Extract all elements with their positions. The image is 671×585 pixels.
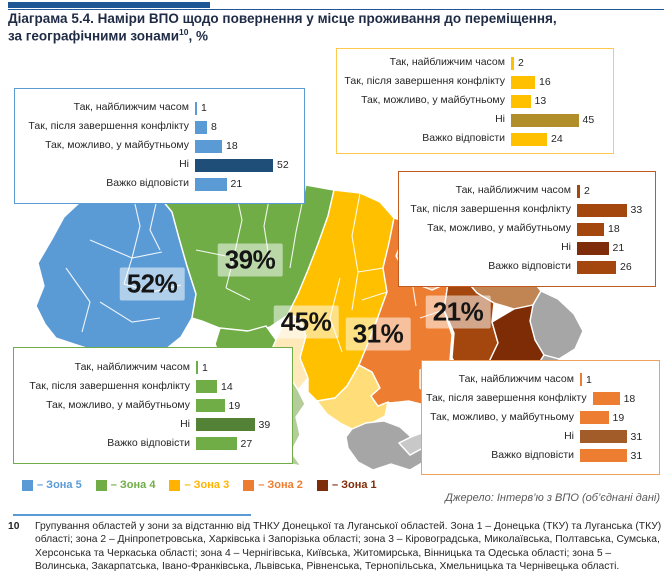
zone5-bar-panel <box>14 88 305 204</box>
bar-value: 1 <box>201 102 207 114</box>
legend-swatch <box>317 480 328 491</box>
bar-value: 8 <box>211 121 217 133</box>
bar-label: Важко відповісти <box>491 448 574 461</box>
bar <box>195 102 197 115</box>
zone3-bar-panel <box>336 48 614 154</box>
bar <box>195 159 273 172</box>
bar <box>577 223 604 236</box>
bar <box>511 133 547 146</box>
bar <box>577 261 616 274</box>
map-label-zone1-pct: 21% <box>426 296 491 329</box>
title-line1: Діаграма 5.4. Наміри ВПО щодо повернення у місце проживання до переміщення, <box>8 11 557 26</box>
bar-label: Ні <box>564 429 574 442</box>
bar-row <box>18 418 288 431</box>
footnote-number: 10 <box>8 521 20 532</box>
legend-item-z3 <box>169 479 229 491</box>
zone1-bar-panel <box>398 171 656 287</box>
legend-swatch <box>22 480 33 491</box>
bar-value: 26 <box>620 261 632 273</box>
bar-label: Так, після завершення конфлікту <box>29 379 190 392</box>
bar-row <box>19 178 300 191</box>
bar-value: 21 <box>230 178 243 190</box>
bar <box>511 114 579 127</box>
bar-value: 2 <box>518 57 524 69</box>
bar-label: Так, можливо, у майбутньому <box>430 410 574 423</box>
bar <box>580 449 627 462</box>
bar-value: 18 <box>226 140 238 152</box>
legend-swatch <box>96 480 107 491</box>
legend-item-z5 <box>22 479 82 491</box>
zone4-bar-panel <box>13 347 293 464</box>
bar <box>577 242 609 255</box>
bar-label: Так, можливо, у майбутньому <box>427 222 571 235</box>
map-label-zone5-pct: 52% <box>120 268 185 301</box>
bar-row <box>426 411 655 424</box>
bar-row <box>19 140 300 153</box>
bar-row <box>18 380 288 393</box>
bar-row <box>19 159 300 172</box>
bar <box>195 178 227 191</box>
bar-row <box>19 121 300 134</box>
legend-item-z2 <box>243 479 303 491</box>
legend-label: – Зона 4 <box>110 479 156 491</box>
zone2-bar-panel <box>421 360 660 475</box>
bar-label: Так, найближчим часом <box>458 372 574 385</box>
footnote-marker: 10 <box>179 27 189 38</box>
bar-row <box>403 223 651 236</box>
bar-value: 19 <box>612 411 625 424</box>
legend-swatch <box>243 480 254 491</box>
bar-value: 18 <box>608 223 620 235</box>
legend-item-z4 <box>96 479 156 491</box>
bar-label: Ні <box>180 417 190 430</box>
bar-value: 19 <box>228 399 241 412</box>
bar-row <box>403 261 651 274</box>
legend-label: – Зона 2 <box>258 479 303 491</box>
bar-label: Так, найближчим часом <box>455 184 571 197</box>
bar <box>580 411 609 424</box>
bar-value: 1 <box>586 373 592 386</box>
bar <box>196 437 237 450</box>
bar-label: Так, після завершення конфлікту <box>410 203 571 216</box>
bar <box>195 121 207 134</box>
legend-label: – Зона 1 <box>331 479 377 491</box>
bar-value: 14 <box>221 380 233 393</box>
bar-value: 39 <box>258 418 271 431</box>
bar-row <box>341 95 609 108</box>
bar <box>593 392 620 405</box>
bar <box>580 430 627 443</box>
bar-value: 31 <box>630 449 643 462</box>
bar-row <box>426 373 655 386</box>
bar-value: 31 <box>630 430 643 443</box>
bar-row <box>18 361 288 374</box>
bar-row <box>426 449 655 462</box>
map-label-zone2-pct: 31% <box>346 318 411 351</box>
title-line2: за географічними зонами <box>8 28 180 44</box>
title-line2-suffix: , % <box>188 28 208 44</box>
bar-label: Важко відповісти <box>488 260 571 273</box>
bar <box>196 361 198 374</box>
bar-label: Так, найближчим часом <box>73 101 189 114</box>
bar <box>577 204 627 217</box>
bar-label: Так, можливо, у майбутньому <box>361 94 505 107</box>
bar-row <box>426 392 655 405</box>
bar <box>196 418 255 431</box>
bar-label: Важко відповісти <box>422 132 505 145</box>
bar-label: Важко відповісти <box>106 177 189 190</box>
bar-label: Так, можливо, у майбутньому <box>46 398 190 411</box>
bar-row <box>341 114 609 127</box>
bar <box>196 399 225 412</box>
legend-swatch <box>169 480 180 491</box>
legend-item-z1 <box>317 479 377 491</box>
bar <box>195 140 222 153</box>
map-label-zone3-pct: 45% <box>274 306 339 339</box>
bar-row <box>341 133 609 146</box>
bar-row <box>403 185 651 198</box>
bar-value: 33 <box>630 204 643 216</box>
bar <box>511 95 531 108</box>
bar <box>511 76 535 89</box>
bar-value: 13 <box>534 95 547 107</box>
bar-row <box>341 76 609 89</box>
bar-row <box>18 437 288 450</box>
bar-value: 52 <box>277 159 289 171</box>
bar-label: Так, найближчим часом <box>74 360 190 373</box>
bar-value: 27 <box>240 437 253 450</box>
legend <box>22 479 377 491</box>
map-label-zone4-pct: 39% <box>218 244 283 277</box>
bar-row <box>19 102 300 115</box>
bar <box>196 380 217 393</box>
bar-row <box>403 204 651 217</box>
bar-row <box>18 399 288 412</box>
bar <box>511 57 514 70</box>
bar-value: 45 <box>582 114 595 126</box>
bar-label: Ні <box>179 158 189 171</box>
bar-value: 18 <box>623 392 636 405</box>
bar-value: 1 <box>202 361 208 374</box>
footnote-text: Групування областей у зони за відстанню від ТНКУ Донецької та Луганської областей. Зона 1 – Донецька (ТКУ) та Луганська (ТКУ) області; зона 2 – Дніпропетровська, Харківська і Запорізька області; зона 3 – Кіровоградська, Миколаївська, Полтавська, Сумська, Херсонська та Черкаська області; зона 4 – Чернігівська, Київська, Житомирська, Вінницька та Одеська області; зона 5 – Волинська, Закарпатська, Івано-Франківська, Львівська, Рівненська, Тернопільська, Хмельницька та Чернівецька області. <box>35 521 662 573</box>
bar-label: Так, найближчим часом <box>389 56 505 69</box>
bar <box>577 185 580 198</box>
bar-value: 16 <box>539 76 551 88</box>
bar <box>580 373 582 386</box>
bar-label: Ні <box>561 241 571 254</box>
legend-label: – Зона 3 <box>184 479 230 491</box>
bar-value: 21 <box>612 242 625 254</box>
bar-label: Ні <box>495 113 505 126</box>
bar-label: Так, після завершення конфлікту <box>344 75 505 88</box>
legend-label: – Зона 5 <box>37 479 82 491</box>
bar-value: 2 <box>584 185 590 197</box>
bar-label: Так, можливо, у майбутньому <box>45 139 189 152</box>
bar-label: Так, після завершення конфлікту <box>426 391 587 404</box>
bar-row <box>403 242 651 255</box>
bar-value: 24 <box>551 133 563 145</box>
bar-label: Так, після завершення конфлікту <box>28 120 189 133</box>
bar-row <box>341 57 609 70</box>
bar-label: Важко відповісти <box>107 436 190 449</box>
source-note: Джерело: Інтерв’ю з ВПО (об’єднані дані) <box>445 492 660 504</box>
bar-row <box>426 430 655 443</box>
